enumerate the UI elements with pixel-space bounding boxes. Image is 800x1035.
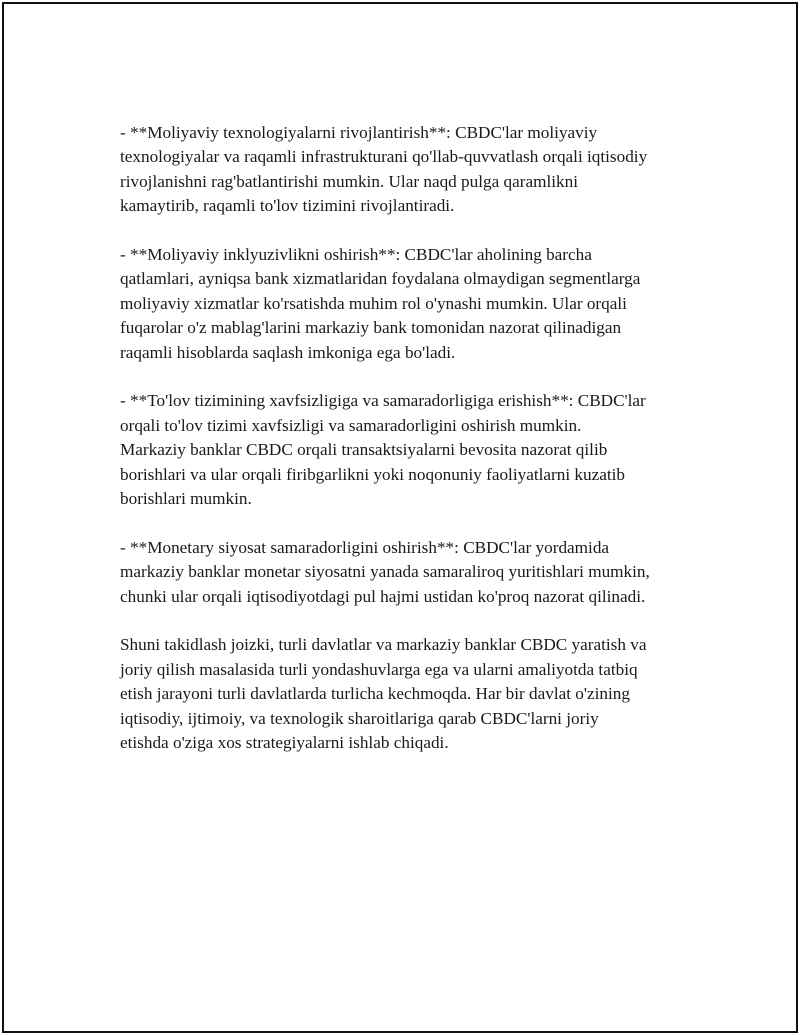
paragraph-inclusion: - **Moliyaviy inklyuzivlikni oshirish**: CBDC'lar aholining barcha qatlamlari, ayniqsa bank xizmatlaridan foydalana olmaydigan segmentlarga moliyaviy xizmatlar ko'rsatishda muhim rol o'ynashi mumkin. Ular orqali fuqarolar o'z mablag'larini markaziy bank tomonidan nazorat qilinadigan raqamli hisoblarda saqlash imkoniga ega bo'ladi.: [120, 245, 641, 362]
document-page: [2, 2, 798, 1033]
paragraph-fintech: - **Moliyaviy texnologiyalarni rivojlantirish**: CBDC'lar moliyaviy texnologiyalar va raqamli infrastrukturani qo'llab-quvvatlash orqali iqtisodiy rivojlanishni rag'batlantirishi mumkin. Ular naqd pulga qaramlikni kamaytirib, raqamli to'lov tizimini rivojlantiradi.: [120, 123, 648, 216]
paragraph-monetary-policy: - **Monetary siyosat samaradorligini oshirish**: CBDC'lar yordamida markaziy banklar monetar siyosatni yanada samaraliroq yuritishlari mumkin, chunki ular orqali iqtisodiyotdagi pul hajmi ustidan ko'proq nazorat qilinadi.: [120, 537, 650, 606]
document-body: [120, 121, 700, 780]
paragraph-conclusion: Shuni takidlash joizki, turli davlatlar va markaziy banklar CBDC yaratish va joriy qilish masalasida turli yondashuvlarga ega va ularni amaliyotda tatbiq etish jarayoni turli davlatlarda turlicha kechmoqda. Har bir davlat o'zining iqtisodiy, ijtimoiy, va texnologik sharoitlariga qarab CBDC'larni joriy etishda o'ziga xos strategiyalarni ishlab chiqadi.: [120, 635, 647, 753]
paragraph-payment-security: - **To'lov tizimining xavfsizligiga va samaradorligiga erishish**: CBDC'lar orqali to'lov tizimi xavfsizligi va samaradorligini oshirish mumkin. Markaziy banklar CBDC orqali transaktsiyalarni bevosita nazorat qilib borishlari va ular orqali firibgarlikni yoki noqonuniy faoliyatlarni kuzatib borishlari mumkin.: [120, 391, 646, 509]
